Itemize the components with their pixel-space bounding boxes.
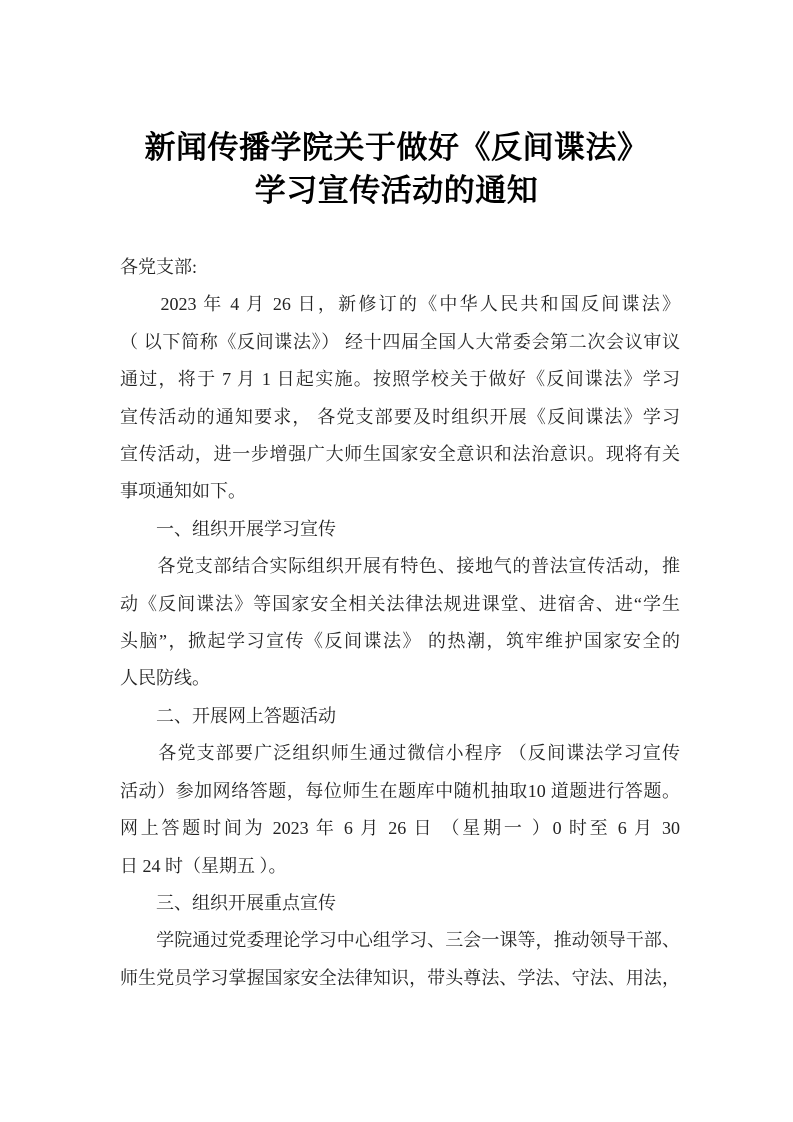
text-line: 动《反间谍法》等国家安全相关法律法规进课堂、进宿舍、进“学生 bbox=[120, 593, 680, 614]
salutation-line: 各党支部: bbox=[120, 257, 198, 277]
text-line: 各党支部结合实际组织开展有特色、接地气的普法宣传活动，推 bbox=[120, 556, 680, 577]
document-title bbox=[0, 126, 793, 212]
text-line: 宣传活动，进一步增强广大师生国家安全意识和法治意识。现将有关 bbox=[120, 444, 680, 465]
text-line: 人民防线。 bbox=[120, 668, 210, 689]
section-heading-3: 三、组织开展重点宣传 bbox=[120, 892, 336, 913]
text-line: 宣传活动的通知要求， 各党支部要及时组织开展《反间谍法》学习 bbox=[120, 406, 680, 427]
section-heading-1: 一、组织开展学习宣传 bbox=[120, 518, 336, 539]
text-line: 各党支部要广泛组织师生通过微信小程序 （反间谍法学习宣传 bbox=[120, 743, 680, 764]
text-line: 事项通知如下。 bbox=[120, 481, 246, 502]
title-line-2: 学习宣传活动的通知 bbox=[254, 173, 539, 208]
text-line: （ 以下简称《反间谍法》） 经十四届全国人大常委会第二次会议审议 bbox=[120, 331, 680, 352]
text-line: 通过，将于 7 月 1 日起实施。按照学校关于做好《反间谍法》学习 bbox=[120, 369, 680, 390]
text-line: 日 24 时（星期五 ）。 bbox=[120, 855, 287, 876]
text-line: 头脑”，掀起学习宣传《反间谍法》 的热潮，筑牢维护国家安全的 bbox=[120, 631, 680, 652]
section-heading-2: 二、开展网上答题活动 bbox=[120, 705, 336, 726]
text-line: 网上答题时间为 2023 年 6 月 26 日 （星期一 ）0 时至 6 月 30 bbox=[120, 818, 680, 839]
text-line: 师生党员学习掌握国家安全法律知识，带头尊法、学法、守法、用法， bbox=[120, 967, 680, 988]
title-line-1: 新闻传播学院关于做好《反间谍法》 bbox=[144, 130, 649, 165]
document-body bbox=[120, 249, 680, 997]
text-line: 2023 年 4 月 26 日，新修订的《中华人民共和国反间谍法》 bbox=[120, 294, 680, 315]
text-line: 学院通过党委理论学习中心组学习、三会一课等，推动领导干部、 bbox=[120, 930, 680, 951]
text-line: 活动）参加网络答题，每位师生在题库中随机抽取10 道题进行答题。 bbox=[120, 780, 680, 801]
